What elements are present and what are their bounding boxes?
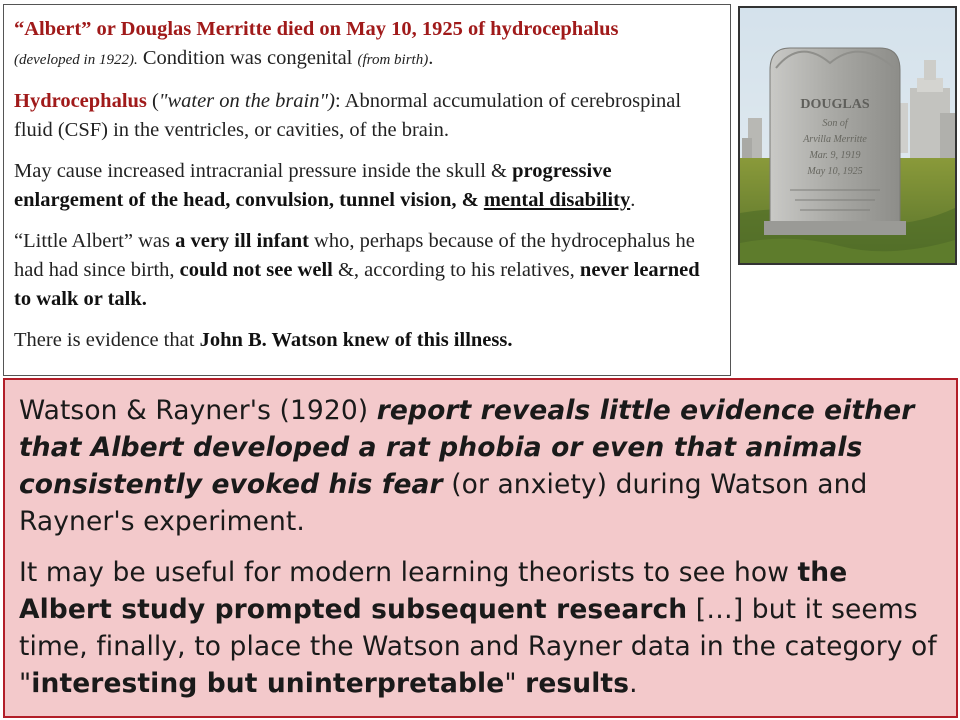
symptoms-bold: progressive enlargement of the head, convulsion, tunnel vision, & xyxy=(14,160,612,211)
critique-paragraph-1 xyxy=(19,392,944,540)
engraving-name: DOUGLAS xyxy=(800,97,870,112)
death-statement: “Albert” or Douglas Merritte died on May 10, 1925 of hydrocephalus xyxy=(14,18,619,40)
critique-1-intro: Watson & Rayner's (1920) xyxy=(19,395,377,426)
hydrocephalus-definition xyxy=(14,87,720,145)
watson-knew: John B. Watson knew of this illness. xyxy=(199,329,513,351)
could-not-see-well: could not see well xyxy=(179,259,333,281)
never-walk-talk: never learned to walk or talk. xyxy=(14,259,700,310)
critique-paragraph-2 xyxy=(19,554,944,702)
death-paragraph-period: . xyxy=(428,47,434,69)
critique-2-quote-close: " xyxy=(504,668,526,699)
developed-note: (developed in 1922). xyxy=(14,52,138,68)
gravestone-photo xyxy=(738,6,957,265)
little-albert-paragraph xyxy=(14,227,720,314)
engraving-death: May 10, 1925 xyxy=(807,166,863,177)
symptoms-paragraph xyxy=(14,157,720,215)
hydrocephalus-text-box xyxy=(3,4,731,376)
water-on-brain: "water on the brain") xyxy=(158,90,335,112)
critique-2-period: . xyxy=(629,668,638,699)
critique-2-intro: It may be useful for modern learning theorists to see how xyxy=(19,557,798,588)
critique-1-tail: (or anxiety) during Watson and Rayner's experiment. xyxy=(19,469,868,537)
engraving-mother: Arvilla Merritte xyxy=(803,134,867,145)
relatives-text: &, according to his relatives, xyxy=(332,259,580,281)
hydrocephalus-since-birth: who, perhaps because of the hydrocephalus he had had since birth, xyxy=(14,230,695,281)
hydrocephalus-term: Hydrocephalus xyxy=(14,90,147,112)
from-birth-note: (from birth) xyxy=(357,52,429,68)
gravestone-illustration xyxy=(740,8,955,263)
critique-2-middle: […] but it seems time, finally, to place the Watson and Rayner data in the category of " xyxy=(19,594,937,699)
mental-disability: mental disability xyxy=(483,189,631,211)
results-word: results xyxy=(525,668,630,699)
definition-text: : Abnormal accumulation of cerebrospinal fluid (CSF) in the ventricles, or cavities, of the brain. xyxy=(14,90,682,141)
evidence-intro: There is evidence that xyxy=(14,329,200,351)
evidence-paragraph xyxy=(14,326,720,355)
symptoms-intro: May cause increased intracranial pressure inside the skull & xyxy=(14,160,513,182)
interesting-uninterpretable: interesting but uninterpretable xyxy=(31,668,505,699)
engraving-son-of: Son of xyxy=(822,118,848,129)
critique-2-bold: the Albert study prompted subsequent research xyxy=(19,557,848,625)
watson-rayner-critique-box xyxy=(3,378,958,718)
ill-infant: a very ill infant xyxy=(175,230,309,252)
congenital-text: Condition was congenital xyxy=(137,47,358,69)
symptoms-period: . xyxy=(630,189,636,211)
engraving-birth: Mar. 9, 1919 xyxy=(809,150,861,161)
little-albert-intro: “Little Albert” was xyxy=(14,230,176,252)
death-paragraph xyxy=(14,15,720,75)
critique-1-emphasis: report reveals little evidence either that Albert developed a rat phobia or even that animals consistently evoked his fear xyxy=(19,395,915,500)
definition-paren: ( xyxy=(146,90,159,112)
